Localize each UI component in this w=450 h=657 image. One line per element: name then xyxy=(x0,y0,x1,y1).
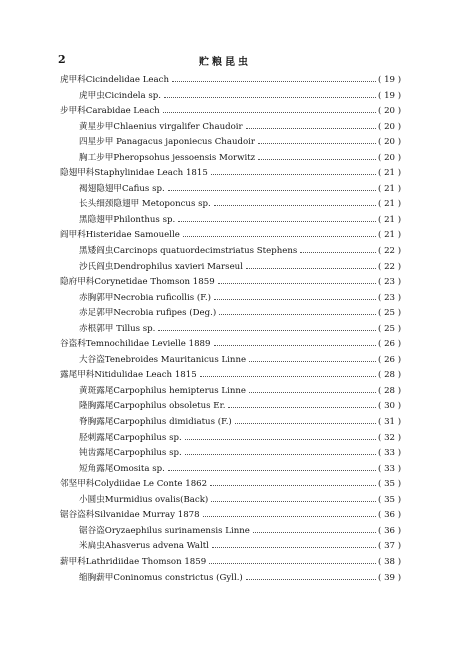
toc-entry-page: ( 32 ) xyxy=(378,432,402,443)
toc-entry-text xyxy=(79,322,378,338)
toc-entry-text xyxy=(60,275,378,291)
toc-entry-text xyxy=(79,213,378,229)
toc-entry-text xyxy=(79,260,378,276)
toc-entry-name: 赤足郭甲Necrobia rufipes (Deg.) xyxy=(79,308,217,319)
toc-entry-species xyxy=(0,120,450,136)
toc-entry-page: ( 19 ) xyxy=(378,75,402,85)
toc-entry-species xyxy=(0,197,450,213)
toc-entry-text xyxy=(79,493,378,509)
toc-entry-text xyxy=(60,104,378,120)
toc-entry-family xyxy=(0,275,450,291)
table-of-contents xyxy=(0,73,450,586)
toc-entry-page: ( 33 ) xyxy=(378,448,402,459)
toc-entry-name: 沙氏阎虫Dendrophilus xavieri Marseul xyxy=(79,261,243,272)
toc-entry-name: 黑矮阎虫Carcinops quatuordecimstriatus Stephens xyxy=(79,246,298,257)
toc-entry-family xyxy=(0,73,450,89)
toc-entry-name: 隆胸露尾Carpophilus obsoletus Er. xyxy=(79,401,226,412)
toc-entry-page: ( 39 ) xyxy=(378,572,402,583)
toc-entry-page: ( 36 ) xyxy=(378,525,402,536)
toc-entry-page: ( 21 ) xyxy=(378,199,402,210)
dot-leader xyxy=(203,515,376,517)
toc-entry-species xyxy=(0,415,450,431)
toc-entry-name: 褐翅隐翅甲Cafius sp. xyxy=(79,183,165,194)
dot-leader xyxy=(214,298,376,300)
toc-entry-name: 长头细颈隐翅甲 Metoponcus sp. xyxy=(79,199,211,210)
toc-entry-species xyxy=(0,571,450,587)
toc-entry-page: ( 31 ) xyxy=(378,417,402,428)
dot-leader xyxy=(158,329,376,331)
toc-entry-name: 黄斑露尾Carpophilus hemipterus Linne xyxy=(79,385,247,396)
toc-entry-page: ( 21 ) xyxy=(378,168,402,179)
toc-entry-text xyxy=(60,228,378,244)
toc-entry-page: ( 20 ) xyxy=(378,152,402,163)
toc-entry-species xyxy=(0,384,450,400)
toc-entry-family xyxy=(0,368,450,384)
toc-entry-species xyxy=(0,244,450,260)
toc-entry-family xyxy=(0,508,450,524)
toc-entry-text xyxy=(79,306,378,322)
toc-entry-species xyxy=(0,306,450,322)
toc-entry-family xyxy=(0,477,450,493)
toc-entry-text xyxy=(60,337,378,353)
toc-entry-name: 缩胸薪甲Coninomus constrictus (Gyll.) xyxy=(79,572,243,583)
toc-entry-text xyxy=(79,151,378,167)
toc-entry-name: 谷盗科Temnochilidae Levielle 1889 xyxy=(60,339,211,350)
toc-entry-species xyxy=(0,446,450,462)
toc-entry-name: 隐府甲科Corynetidae Thomson 1859 xyxy=(60,277,215,288)
toc-entry-page: ( 26 ) xyxy=(378,354,402,365)
toc-entry-page: ( 28 ) xyxy=(378,385,402,396)
toc-entry-name: 锯谷盗Oryzaephilus surinamensis Linne xyxy=(79,525,250,536)
dot-leader xyxy=(228,406,376,408)
toc-entry-species xyxy=(0,213,450,229)
dot-leader xyxy=(258,158,376,160)
toc-entry-name: 虎甲科Cicindelidae Leach xyxy=(60,75,169,85)
dot-leader xyxy=(246,267,376,269)
dot-leader xyxy=(214,344,377,346)
toc-entry-species xyxy=(0,135,450,151)
toc-entry-name: 露尾甲科Nitidulidae Leach 1815 xyxy=(60,370,197,381)
toc-entry-text xyxy=(60,555,378,571)
toc-entry-name: 虎甲虫Cicindela sp. xyxy=(79,90,162,101)
toc-entry-page: ( 23 ) xyxy=(378,277,402,288)
toc-entry-name: 大谷盗Tenebroides Mauritanicus Linne xyxy=(79,354,247,365)
toc-entry-page: ( 22 ) xyxy=(378,246,402,257)
toc-entry-page: ( 36 ) xyxy=(378,510,402,521)
toc-entry-page: ( 21 ) xyxy=(378,214,402,225)
toc-entry-text xyxy=(60,73,378,89)
toc-entry-text xyxy=(79,197,378,213)
toc-entry-page: ( 19 ) xyxy=(378,90,402,101)
dot-leader xyxy=(168,469,376,471)
toc-entry-species xyxy=(0,151,450,167)
dot-leader xyxy=(249,360,376,362)
toc-entry-text xyxy=(79,120,378,136)
dot-leader xyxy=(253,531,376,533)
toc-entry-page: ( 25 ) xyxy=(378,308,402,319)
toc-entry-name: 短角露尾Omosita sp. xyxy=(79,463,165,474)
toc-entry-text xyxy=(79,182,378,198)
dot-leader xyxy=(249,391,376,393)
dot-leader xyxy=(185,438,376,440)
toc-entry-name: 脊胸露尾Carpophilus dimidiatus (F.) xyxy=(79,417,232,428)
dot-leader xyxy=(172,80,376,82)
toc-entry-name: 黄星步甲Chlaenius virgalifer Chaudoir xyxy=(79,121,243,132)
toc-entry-page: ( 37 ) xyxy=(378,541,402,552)
dot-leader xyxy=(211,500,376,502)
toc-entry-page: ( 21 ) xyxy=(378,183,402,194)
toc-entry-species xyxy=(0,462,450,478)
toc-entry-page: ( 33 ) xyxy=(378,463,402,474)
toc-entry-page: ( 35 ) xyxy=(378,494,402,505)
toc-entry-name: 胫刺露尾Carpophilus sp. xyxy=(79,432,182,443)
toc-entry-name: 锯谷盗科Silvanidae Murray 1878 xyxy=(60,510,200,521)
dot-leader xyxy=(163,111,376,113)
dot-leader xyxy=(168,189,376,191)
toc-entry-species xyxy=(0,524,450,540)
toc-entry-text xyxy=(79,431,378,447)
toc-entry-species xyxy=(0,399,450,415)
dot-leader xyxy=(183,235,376,237)
toc-entry-species xyxy=(0,322,450,338)
dot-leader xyxy=(246,578,376,580)
toc-entry-name: 薪甲科Lathridiidae Thomson 1859 xyxy=(60,556,207,567)
toc-entry-name: 黑隐翅甲Philonthus sp. xyxy=(79,214,176,225)
toc-entry-name: 隐翅甲科Staphylinidae Leach 1815 xyxy=(60,168,208,179)
toc-entry-family xyxy=(0,166,450,182)
dot-leader xyxy=(218,282,376,284)
toc-entry-text xyxy=(79,384,378,400)
toc-entry-text xyxy=(60,477,378,493)
toc-entry-name: 阎甲科Histeridae Samouelle xyxy=(60,230,180,241)
page-header xyxy=(0,53,450,69)
toc-entry-text xyxy=(60,368,378,384)
toc-entry-name: 四星步甲 Panagacus japoniecus Chaudoir xyxy=(79,137,256,148)
toc-entry-text xyxy=(79,399,378,415)
toc-entry-text xyxy=(79,291,378,307)
toc-entry-species xyxy=(0,431,450,447)
toc-entry-species xyxy=(0,182,450,198)
dot-leader xyxy=(214,204,376,206)
toc-entry-text xyxy=(60,166,378,182)
toc-entry-name: 小圆虫Murmidius ovalis(Back) xyxy=(79,494,209,505)
page-number: 2 xyxy=(58,53,66,66)
toc-entry-name: 步甲科Carabidae Leach xyxy=(60,106,160,117)
toc-entry-species xyxy=(0,260,450,276)
toc-entry-family xyxy=(0,555,450,571)
toc-entry-name: 赤胸郭甲Necrobia ruficollis (F.) xyxy=(79,292,211,303)
toc-entry-name: 钝齿露尾Carpophilus sp. xyxy=(79,448,182,459)
toc-entry-page: ( 28 ) xyxy=(378,370,402,381)
toc-entry-text xyxy=(79,89,378,105)
toc-entry-family xyxy=(0,337,450,353)
toc-entry-text xyxy=(79,462,378,478)
toc-entry-text xyxy=(79,524,378,540)
toc-entry-text xyxy=(79,446,378,462)
dot-leader xyxy=(212,546,376,548)
toc-entry-page: ( 21 ) xyxy=(378,230,402,241)
toc-entry-page: ( 20 ) xyxy=(378,121,402,132)
toc-entry-name: 米扁虫Ahasverus advena Waltl xyxy=(79,541,209,552)
dot-leader xyxy=(209,562,376,564)
dot-leader xyxy=(185,453,376,455)
toc-entry-page: ( 30 ) xyxy=(378,401,402,412)
toc-entry-species xyxy=(0,89,450,105)
toc-entry-text xyxy=(79,135,378,151)
toc-entry-name: 赤根郭甲 Tillus sp. xyxy=(79,323,156,334)
toc-entry-text xyxy=(79,539,378,555)
toc-entry-species xyxy=(0,493,450,509)
toc-entry-page: ( 26 ) xyxy=(378,339,402,350)
dot-leader xyxy=(258,142,376,144)
toc-entry-text xyxy=(79,415,378,431)
toc-entry-page: ( 25 ) xyxy=(378,323,402,334)
toc-entry-page: ( 23 ) xyxy=(378,292,402,303)
toc-entry-name: 胸工步甲Pheropsohus jessoensis Morwitz xyxy=(79,152,256,163)
dot-leader xyxy=(200,375,376,377)
toc-entry-text xyxy=(79,571,378,587)
toc-entry-family xyxy=(0,228,450,244)
dot-leader xyxy=(210,484,376,486)
toc-entry-species xyxy=(0,291,450,307)
toc-entry-family xyxy=(0,104,450,120)
dot-leader xyxy=(235,422,376,424)
toc-entry-text xyxy=(79,353,378,369)
toc-entry-page: ( 20 ) xyxy=(378,106,402,117)
dot-leader xyxy=(219,313,376,315)
dot-leader xyxy=(300,251,376,253)
toc-entry-name: 邻坚甲科Colydiidae Le Conte 1862 xyxy=(60,479,208,490)
toc-entry-text xyxy=(79,244,378,260)
dot-leader xyxy=(211,173,376,175)
toc-entry-page: ( 35 ) xyxy=(378,479,402,490)
toc-entry-text xyxy=(60,508,378,524)
running-title: 贮粮昆虫 xyxy=(199,57,251,68)
toc-entry-page: ( 38 ) xyxy=(378,556,402,567)
toc-entry-page: ( 20 ) xyxy=(378,137,402,148)
dot-leader xyxy=(178,220,376,222)
toc-entry-species xyxy=(0,539,450,555)
dot-leader xyxy=(164,96,376,98)
toc-entry-page: ( 22 ) xyxy=(378,261,402,272)
toc-entry-species xyxy=(0,353,450,369)
dot-leader xyxy=(246,127,376,129)
